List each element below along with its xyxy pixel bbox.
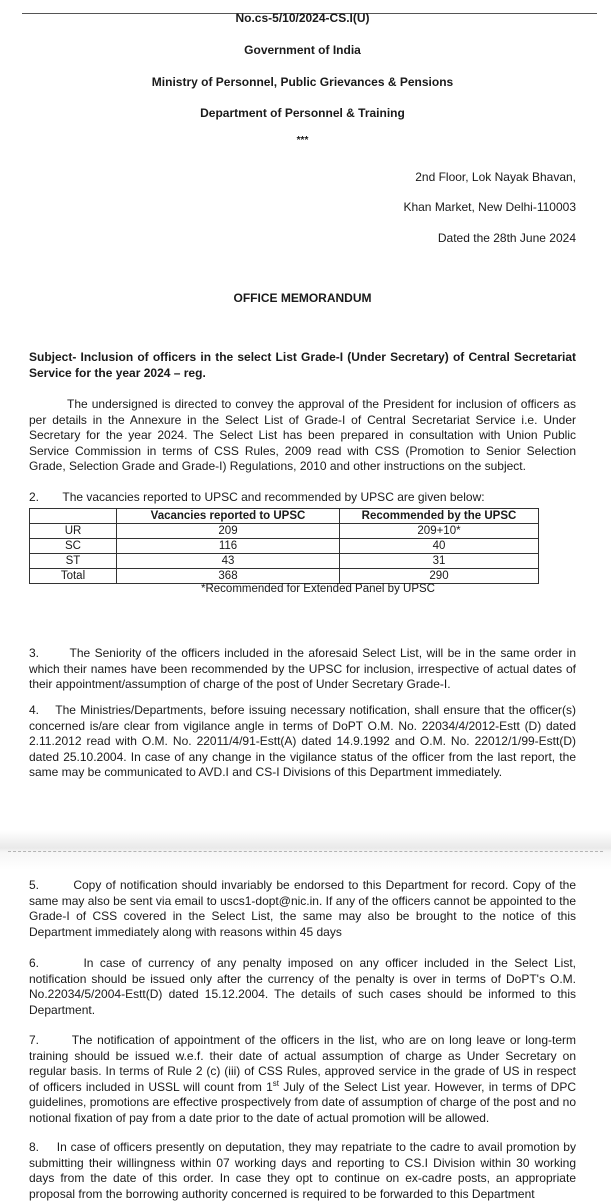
ordinal-superscript: st [272,1078,279,1088]
page-break-gap [0,830,611,870]
table-cell: 368 [117,569,340,584]
table-row [30,569,539,584]
paragraph-number: 8. [29,1140,40,1154]
table-cell: 116 [117,539,340,554]
paragraph-text-a: The notification of appointment of the officers in the list, who are on long leave or long-term training should be issued w.e.f. their date of actual assumption of charge as Under Secretary on regular basis. In terms of Rule 2 (c) (iii) of CSS Rules, approved service in the grade of US in respect of officers included in USSL will count from 1 [29,1033,576,1094]
table-cell: UR [30,524,117,539]
paragraph-4 [29,703,576,781]
table-row [30,539,539,554]
table-cell: 209+10* [340,524,539,539]
paragraph-text: In case of currency of any penalty imposed on any officer included in the Select List, notification should be issued only after the currency of the penalty is over in terms of DoPT's O.M. No.22034/5/2004-Estt(D) dated 15.12.2004. The details of such cases should be informed to this Department. [29,956,576,1017]
table-footnote: *Recommended for Extended Panel by UPSC [201,583,435,595]
paragraph-number: 6. [29,956,40,970]
subject-line: Subject- Inclusion of officers in the select List Grade-I (Under Secretary) of Central Secretariat Service for the year 2024 – reg. [29,350,576,380]
table-cell: 43 [117,554,340,569]
vacancy-table [29,508,539,584]
department-heading: Department of Personnel & Training [200,106,405,120]
government-heading: Government of India [244,43,361,57]
paragraph-text: In case of officers presently on deputation, they may repatriate to the cadre to avail promotion by submitting their willingness within 07 working days and reporting to CS.I Division within 30 working days from the date of this order. In case they opt to continue on ex-cadre posts, an appropriate proposal from the borrowing authority concerned is required to be forwarded to this Department [29,1140,576,1201]
paragraph-number: 2. [29,490,40,504]
paragraph-6 [29,956,576,1018]
table-cell: 31 [340,554,539,569]
paragraph-text: The Seniority of the officers included in the aforesaid Select List, will be in the same order in which their names have been recommended by the UPSC for inclusion, irrespective of actual dates of their appointment/assumption of charge of the post of Under Secretary Grade-I. [29,646,576,692]
paragraph-number: 4. [29,703,40,717]
table-header-cell: Recommended by the UPSC [340,509,539,524]
paragraph-number: 7. [29,1033,40,1047]
address-line-1: 2nd Floor, Lok Nayak Bhavan, [415,170,576,184]
separator-stars: *** [296,135,309,146]
memo-title: OFFICE MEMORANDUM [233,291,372,305]
paragraph-text: The Ministries/Departments, before issuing necessary notification, shall ensure that the officer(s) concerned is/are clear from vigilance angle in terms of DoPT O.M. No. 22034/4/2012-Estt (D) dated 2.11.2012 read with O.M. No. 22011/4/91-Estt(A) dated 14.9.1992 and O.M. No. 22012/1/99-Estt(D) dated 25.10.2004. In case of any change in the vigilance status of the officer from the last report, the same may be communicated to AVD.I and CS-I Divisions of this Department immediately. [29,703,576,780]
table-cell: Total [30,569,117,584]
memo-date: Dated the 28th June 2024 [437,231,576,245]
table-cell: 40 [340,539,539,554]
table-cell: 290 [340,569,539,584]
paragraph-3 [29,646,576,693]
paragraph-number: 5. [29,878,40,892]
ministry-heading: Ministry of Personnel, Public Grievances & Pensions [151,75,454,89]
file-number: No.cs-5/10/2024-CS.I(U) [235,11,370,25]
table-cell: 209 [117,524,340,539]
table-header-row [30,509,539,524]
paragraph-8 [29,1140,576,1202]
table-cell: ST [30,554,117,569]
paragraph-2 [29,490,576,506]
table-header-cell [30,509,117,524]
paragraph-text: The vacancies reported to UPSC and recommended by UPSC are given below: [62,490,485,504]
table-row [30,554,539,569]
paragraph-5 [29,878,576,940]
paragraph-7 [29,1033,576,1127]
page-break-line [8,851,603,852]
table-cell: SC [30,539,117,554]
paragraph-text-b: July of the Select List year. However, in terms of DPC guidelines, promotions are effective prospectively from date of assumption of charge of the post and no notional fixation of pay from a date prior to the date of actual promotion will be allowed. [29,1079,577,1125]
paragraph-text: Copy of notification should invariably be endorsed to this Department for record. Copy of the same may also be sent via email to uscs1-dopt@nic.in. If any of the officers cannot be appointed to the Grade-I of CSS covered in the Select List, the same may also be brought to the notice of this Department immediately along with reasons within 45 days [29,878,577,939]
paragraph-1: The undersigned is directed to convey the approval of the President for inclusion of officers as per details in the Annexure in the Select List of Grade-I of Central Secretariat Service i.e. Under Secretary for the year 2024. The Select List has been prepared in consultation with Union Public Service Commission in terms of CSS Rules, 2009 read with CSS (Promotion to Senior Selection Grade, Selection Grade and Grade-I) Regulations, 2010 and other instructions on the subject. [29,397,576,474]
table-row [30,524,539,539]
paragraph-number: 3. [29,646,40,660]
table-header-cell: Vacancies reported to UPSC [117,509,340,524]
address-line-2: Khan Market, New Delhi-110003 [403,200,576,214]
